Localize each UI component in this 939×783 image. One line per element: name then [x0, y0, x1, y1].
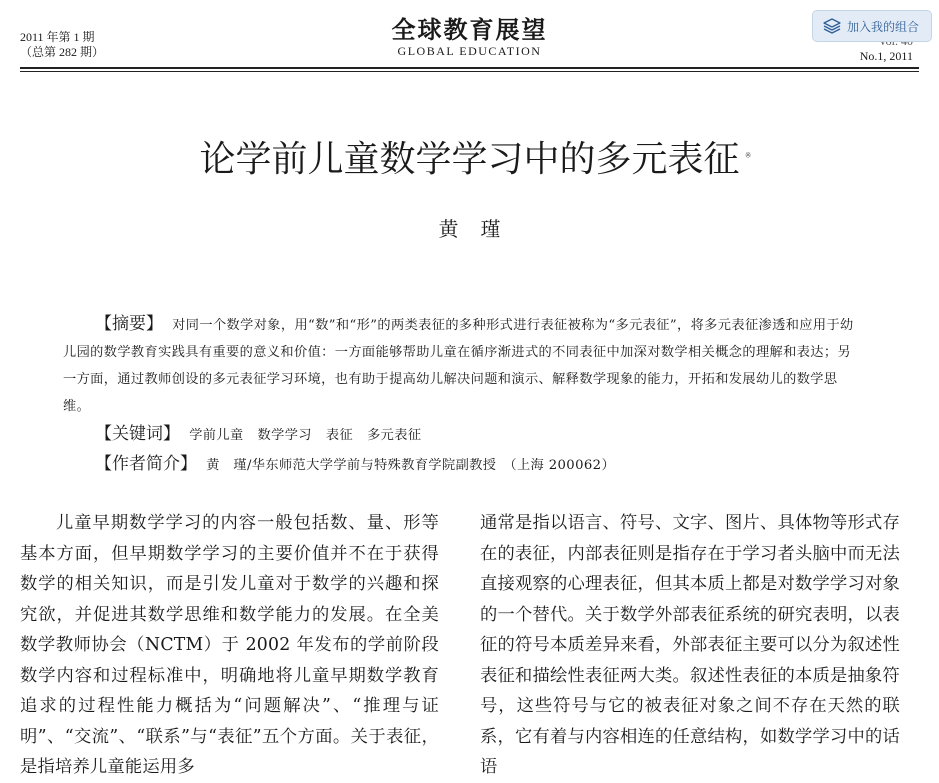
- author-info-line: [63, 450, 861, 480]
- header-rule-thin: [20, 71, 919, 72]
- keyword: 学前儿童: [189, 428, 244, 443]
- journal-masthead: [0, 16, 939, 58]
- body-paragraph: 儿童早期数学学习的内容一般包括数、量、形等基本方面，但早期数学学习的主要价值并不在于获得数学的相关知识，而是引发儿童对于数学的兴趣和探究欲，并促进其数学思维和数学能力的发展。在全美数学教师协会（NCTM）于 2002 年发布的学前阶段数学内容和过程标准中，明确地将儿童早期数学教育追求的过程性能力概括为“问题解决”、“推理与证明”、“交流”、“联系”与“表征”五个方面。关于表征，是指培养儿童能运用多: [20, 513, 439, 777]
- body-column-left: [20, 508, 439, 783]
- keyword: 多元表征: [367, 428, 422, 443]
- journal-title-cn: 全球教育展望: [391, 15, 548, 44]
- keyword: 数学学习: [257, 428, 312, 443]
- keyword: 表征: [325, 428, 354, 443]
- issue-total: （总第 282 期）: [20, 45, 105, 59]
- keywords-label: 【关键词】: [95, 424, 180, 444]
- body-column-right: [480, 508, 900, 783]
- article-title-block: [0, 136, 939, 184]
- abstract-block: [63, 311, 861, 480]
- issue-number: 2011 年第 1 期: [20, 30, 95, 44]
- abstract-paragraph: [63, 311, 861, 420]
- add-to-collection-label: 加入我的组合: [847, 19, 920, 34]
- journal-title-en: GLOBAL EDUCATION: [397, 44, 542, 58]
- article-title: 论学前儿童数学学习中的多元表征: [199, 139, 740, 180]
- volume-issue: No.1, 2011: [859, 49, 913, 63]
- keywords-line: [63, 420, 861, 450]
- author-info-text: 黄 瑾/华东师范大学学前与特殊教育学院副教授 （上海 200062）: [206, 458, 616, 473]
- layers-icon: [823, 18, 841, 34]
- article-author: 黄瑾: [438, 217, 523, 241]
- author-info-label: 【作者简介】: [95, 454, 197, 474]
- abstract-label: 【摘要】: [95, 314, 163, 334]
- abstract-text: 对同一个数学对象，用“数”和“形”的两类表征的多种形式进行表征被称为“多元表征”，将多元表征渗透和应用于幼儿园的数学教育实践具有重要的意义和价值：一方面能够帮助儿童在循序渐进式的不同表征中加深对数学相关概念的理解和表达；另一方面，通过教师创设的多元表征学习环境，也有助于提高幼儿解决问题和演示、解释数学现象的能力，开拓和发展幼儿的数学思维。: [63, 318, 854, 414]
- body-paragraph: 通常是指以语言、符号、文字、图片、具体物等形式存在的表征，内部表征则是指存在于学习者头脑中而无法直接观察的心理表征，但其本质上都是对数学学习对象的一个替代。关于数学外部表征系统的研究表明，以表征的符号本质差异来看，外部表征主要可以分为叙述性表征和描绘性表征两大类。叙述性表征的本质是抽象符号，这些符号与它的被表征对象之间不存在天然的联系，它有着与内容相连的任意结构，如数学学习中的话语: [480, 513, 900, 777]
- add-to-collection-button[interactable]: [812, 10, 932, 42]
- header-rule-thick: [20, 67, 919, 69]
- title-footnote-mark: ※: [744, 151, 752, 160]
